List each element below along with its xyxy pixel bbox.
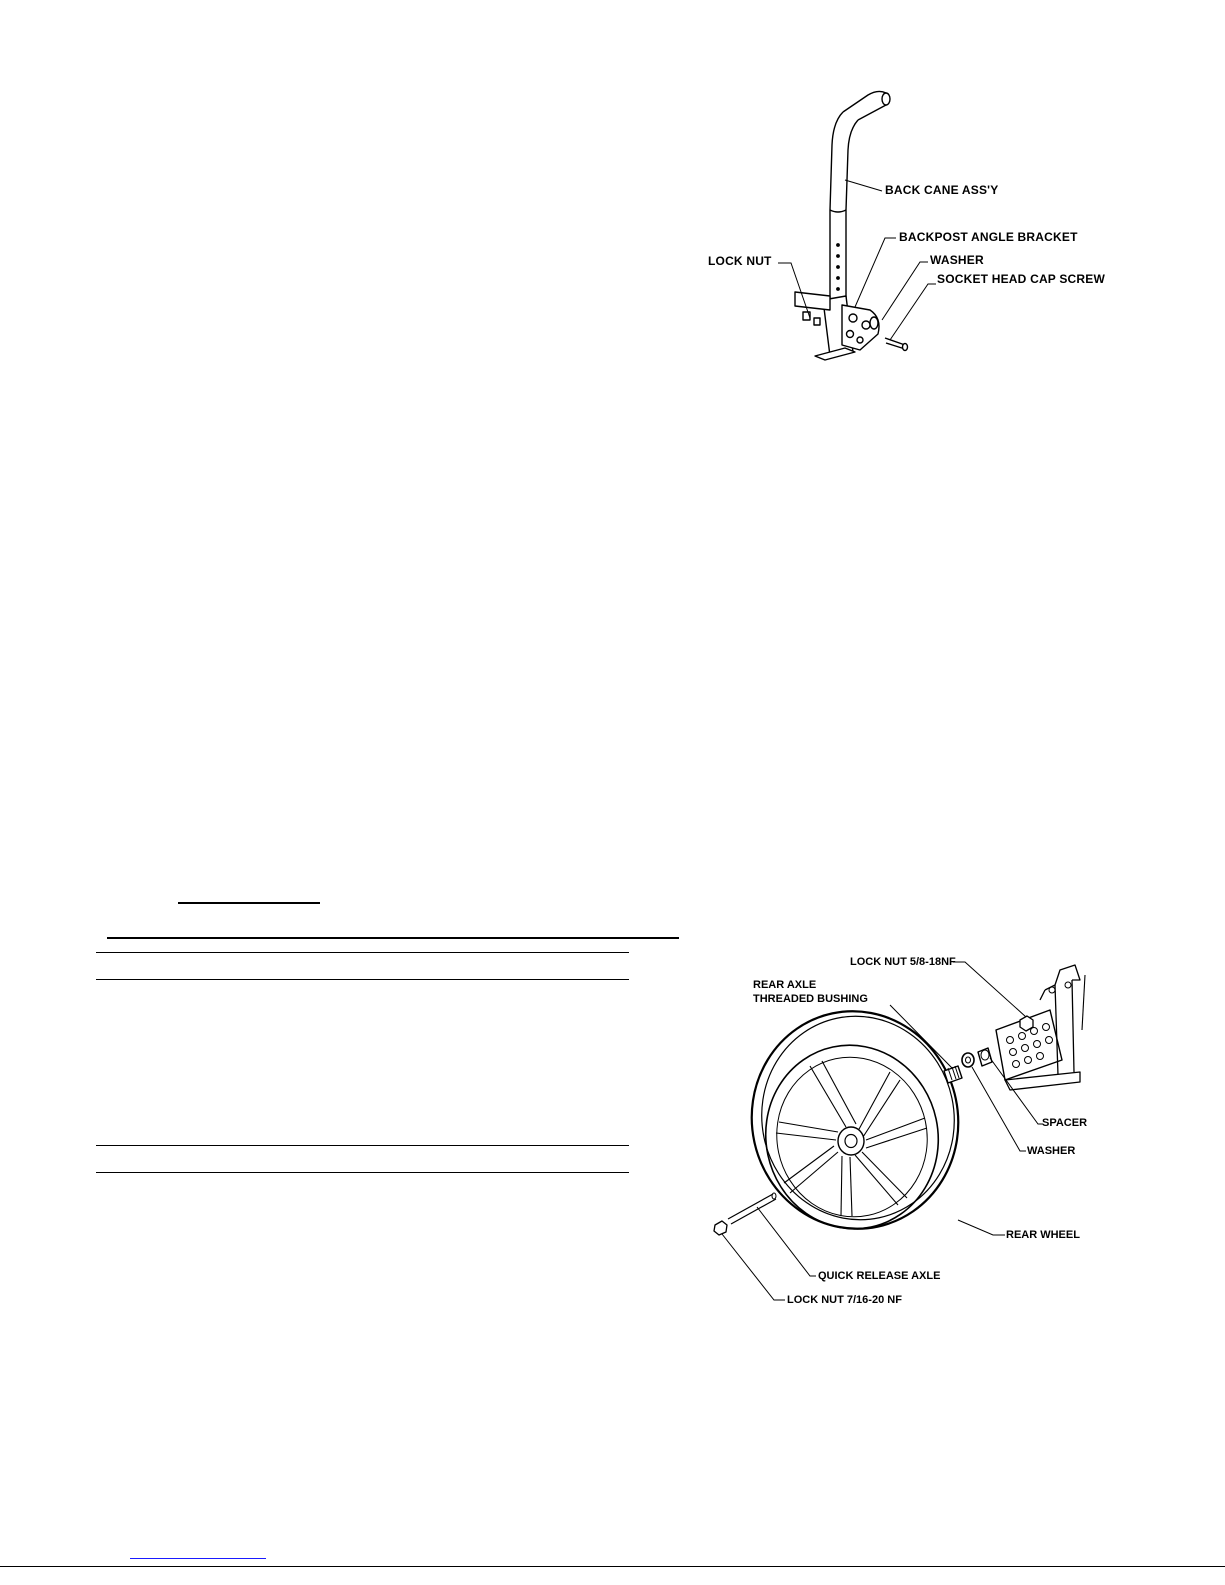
footnote-rule	[130, 1558, 266, 1559]
callout-back-cane: BACK CANE ASS'Y	[885, 183, 999, 197]
callout-rear-axle-line2: THREADED BUSHING	[753, 993, 868, 1005]
heading-underline	[178, 902, 320, 904]
callout-rear-wheel: REAR WHEEL	[1006, 1229, 1080, 1241]
table-rule-4	[96, 1172, 629, 1173]
table-rule-1	[96, 952, 629, 953]
callout-washer: WASHER	[930, 253, 984, 267]
callout-lock-nut-small: LOCK NUT 7/16-20 NF	[787, 1294, 902, 1306]
callout-quick-release-axle: QUICK RELEASE AXLE	[818, 1270, 941, 1282]
callout-washer: WASHER	[1027, 1145, 1076, 1157]
table-rule-2	[96, 979, 629, 980]
back-cane-diagram	[690, 80, 1140, 380]
callout-spacer: SPACER	[1042, 1117, 1088, 1129]
section-divider	[107, 937, 679, 939]
page-bottom-rule	[0, 1566, 1225, 1567]
rear-wheel-diagram	[700, 950, 1120, 1310]
callout-backpost-bracket: BACKPOST ANGLE BRACKET	[899, 230, 1078, 244]
callout-socket-screw: SOCKET HEAD CAP SCREW	[937, 272, 1105, 286]
callout-lock-nut: LOCK NUT	[708, 254, 772, 268]
callout-lock-nut-large: LOCK NUT 5/8-18NF	[850, 956, 956, 968]
callout-rear-axle-line1: REAR AXLE	[753, 979, 817, 991]
table-rule-3	[96, 1145, 629, 1146]
